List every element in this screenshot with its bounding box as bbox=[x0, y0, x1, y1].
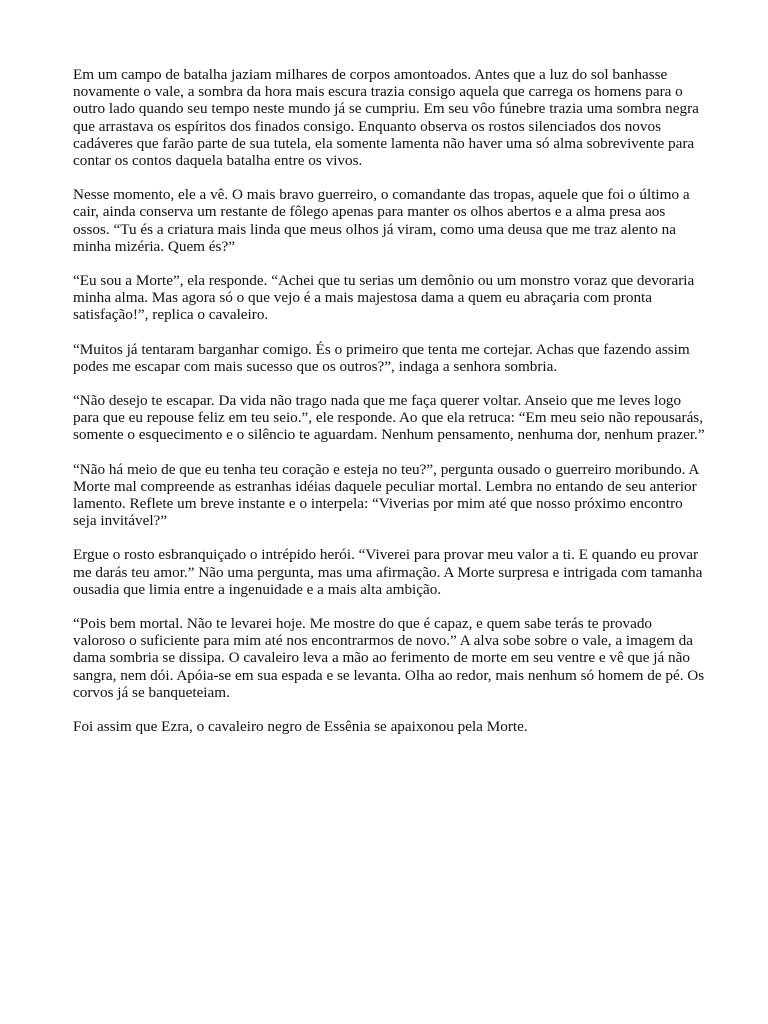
paragraph-5: “Não desejo te escapar. Da vida não trago nada que me faça querer voltar. Anseio que me leves logo para que eu repouse feliz em teu seio.”, ele responde. Ao que ela retruca: “Em meu seio não repousarás, somente o esquecimento e o silêncio te aguardam. Nenhum pensamento, nenhuma dor, nenhum prazer.” bbox=[73, 392, 705, 444]
paragraph-1: Em um campo de batalha jaziam milhares de corpos amontoados. Antes que a luz do sol banhasse novamente o vale, a sombra da hora mais escura trazia consigo aquela que carrega os homens para o outro lado quando seu tempo neste mundo já se cumpriu. Em seu vôo fúnebre trazia uma sombra negra que arrastava os espíritos dos finados consigo. Enquanto observa os rostos silenciados dos novos cadáveres que farão parte de sua tutela, ela somente lamenta não haver uma só alma sobrevivente para contar os contos daquela batalha entre os vivos. bbox=[73, 66, 699, 170]
document-page bbox=[73, 66, 705, 752]
paragraph-7: Ergue o rosto esbranquiçado o intrépido herói. “Viverei para provar meu valor a ti. E quando eu provar me darás teu amor.” Não uma pergunta, mas uma afirmação. A Morte surpresa e intrigada com tamanha ousadia que limia entre a ingenuidade e a mais alta ambição. bbox=[73, 546, 703, 598]
paragraph-8: “Pois bem mortal. Não te levarei hoje. Me mostre do que é capaz, e quem sabe terás te provado valoroso o suficiente para mim até nos encontrarmos de novo.” A alva sobe sobre o vale, a imagem da dama sombria se dissipa. O cavaleiro leva a mão ao ferimento de morte em seu ventre e vê que já não sangra, nem dói. Apóia-se em sua espada e se levanta. Olha ao redor, mais nenhum só homem de pé. Os corvos já se banqueteiam. bbox=[73, 615, 705, 701]
paragraph-4: “Muitos já tentaram barganhar comigo. És o primeiro que tenta me cortejar. Achas que fazendo assim podes me escapar com mais sucesso que os outros?”, indaga a senhora sombria. bbox=[73, 340, 690, 375]
paragraph-3: “Eu sou a Morte”, ela responde. “Achei que tu serias um demônio ou um monstro voraz que devoraria minha alma. Mas agora só o que vejo é a mais majestosa dama a quem eu abraçaria com pronta satisfação!”, replica o cavaleiro. bbox=[73, 272, 695, 324]
paragraph-9: Foi assim que Ezra, o cavaleiro negro de Essênia se apaixonou pela Morte. bbox=[73, 718, 528, 736]
paragraph-6: “Não há meio de que eu tenha teu coração e esteja no teu?”, pergunta ousado o guerreiro moribundo. A Morte mal compreende as estranhas idéias daquele peculiar mortal. Lembra no entando de seu anterior lamento. Reflete um breve instante e o interpela: “Viverias por mim até que nosso próximo encontro seja invitável?” bbox=[73, 460, 699, 530]
paragraph-2: Nesse momento, ele a vê. O mais bravo guerreiro, o comandante das tropas, aquele que foi o último a cair, ainda conserva um restante de fôlego apenas para manter os olhos abertos e a alma presa aos ossos. “Tu és a criatura mais linda que meus olhos já viram, como uma deusa que me traz alento na minha mizéria. Quem és?” bbox=[73, 186, 690, 255]
